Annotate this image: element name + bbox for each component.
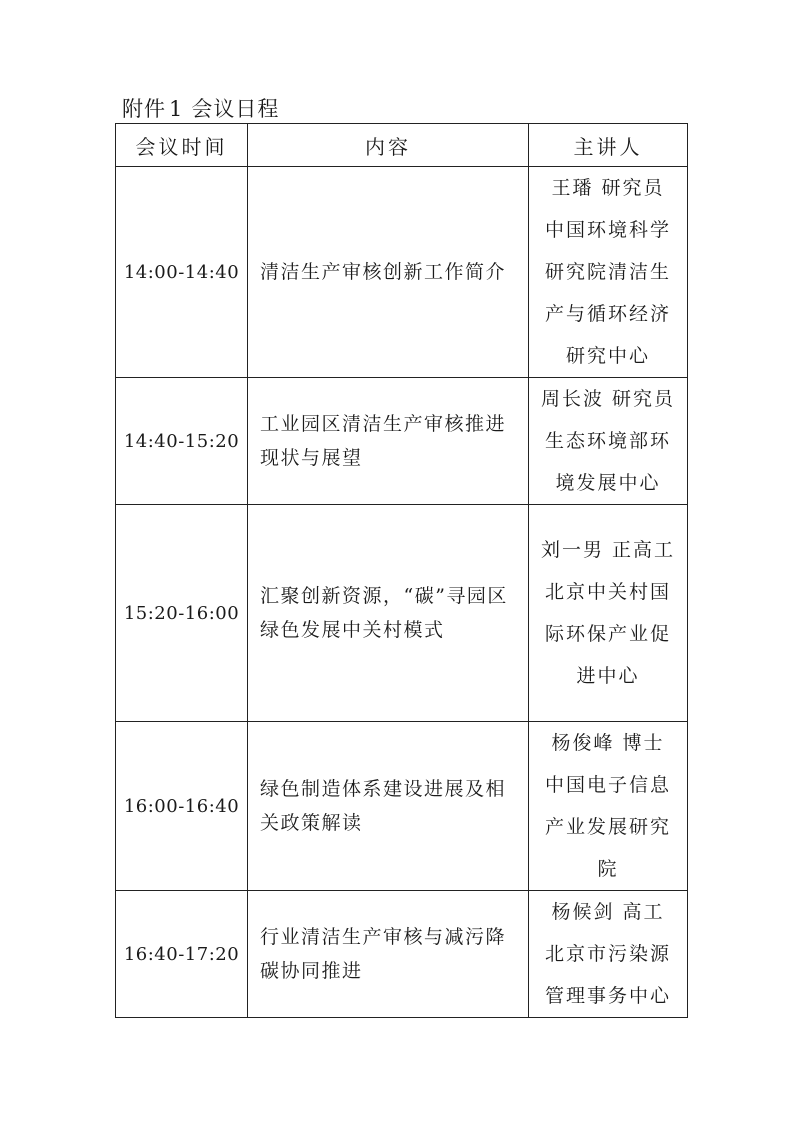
table-row	[116, 505, 688, 722]
speaker-line: 北京中关村国	[544, 581, 671, 603]
speaker-line: 杨俊峰 博士	[551, 732, 665, 754]
attachment-heading	[122, 96, 279, 122]
session-time: 14:00-14:40	[116, 167, 248, 378]
speaker-line: 产业发展研究	[544, 816, 671, 838]
speaker-line: 进中心	[576, 665, 640, 687]
attachment-label: 附件	[122, 97, 166, 121]
speaker-line: 北京市污染源	[544, 943, 671, 965]
speaker-line: 管理事务中心	[544, 985, 671, 1007]
session-content: 汇聚创新资源，“碳”寻园区绿色发展中关村模式	[248, 505, 529, 722]
session-content: 绿色制造体系建设进展及相关政策解读	[248, 722, 529, 891]
speaker-line: 研究院清洁生	[544, 261, 671, 283]
session-content: 清洁生产审核创新工作简介	[248, 167, 529, 378]
session-speaker	[529, 891, 688, 1018]
session-content: 行业清洁生产审核与减污降碳协同推进	[248, 891, 529, 1018]
speaker-line: 院	[597, 858, 619, 880]
speaker-line: 际环保产业促	[544, 623, 671, 645]
speaker-line: 中国电子信息	[544, 774, 671, 796]
table-header-row	[116, 124, 688, 167]
session-time: 16:40-17:20	[116, 891, 248, 1018]
speaker-line: 境发展中心	[555, 472, 661, 494]
header-speaker: 主讲人	[529, 124, 688, 167]
session-speaker	[529, 167, 688, 378]
speaker-line: 研究中心	[565, 345, 650, 367]
speaker-line: 王璠 研究员	[551, 177, 665, 199]
session-speaker	[529, 505, 688, 722]
attachment-number: 1	[169, 97, 184, 121]
speaker-line: 生态环境部环	[544, 430, 671, 452]
table-row	[116, 891, 688, 1018]
session-time: 16:00-16:40	[116, 722, 248, 891]
schedule-table	[115, 123, 688, 1018]
speaker-line: 产与循环经济	[544, 303, 671, 325]
header-content: 内容	[248, 124, 529, 167]
speaker-line: 杨候剑 高工	[551, 901, 665, 923]
header-time: 会议时间	[116, 124, 248, 167]
speaker-line: 周长波 研究员	[540, 388, 676, 410]
session-speaker	[529, 722, 688, 891]
session-speaker	[529, 378, 688, 505]
document-title: 会议日程	[191, 97, 280, 121]
table-row	[116, 722, 688, 891]
table-row	[116, 167, 688, 378]
session-time: 14:40-15:20	[116, 378, 248, 505]
session-time: 15:20-16:00	[116, 505, 248, 722]
speaker-line: 刘一男 正高工	[540, 539, 676, 561]
speaker-line: 中国环境科学	[544, 219, 671, 241]
table-row	[116, 378, 688, 505]
session-content: 工业园区清洁生产审核推进现状与展望	[248, 378, 529, 505]
